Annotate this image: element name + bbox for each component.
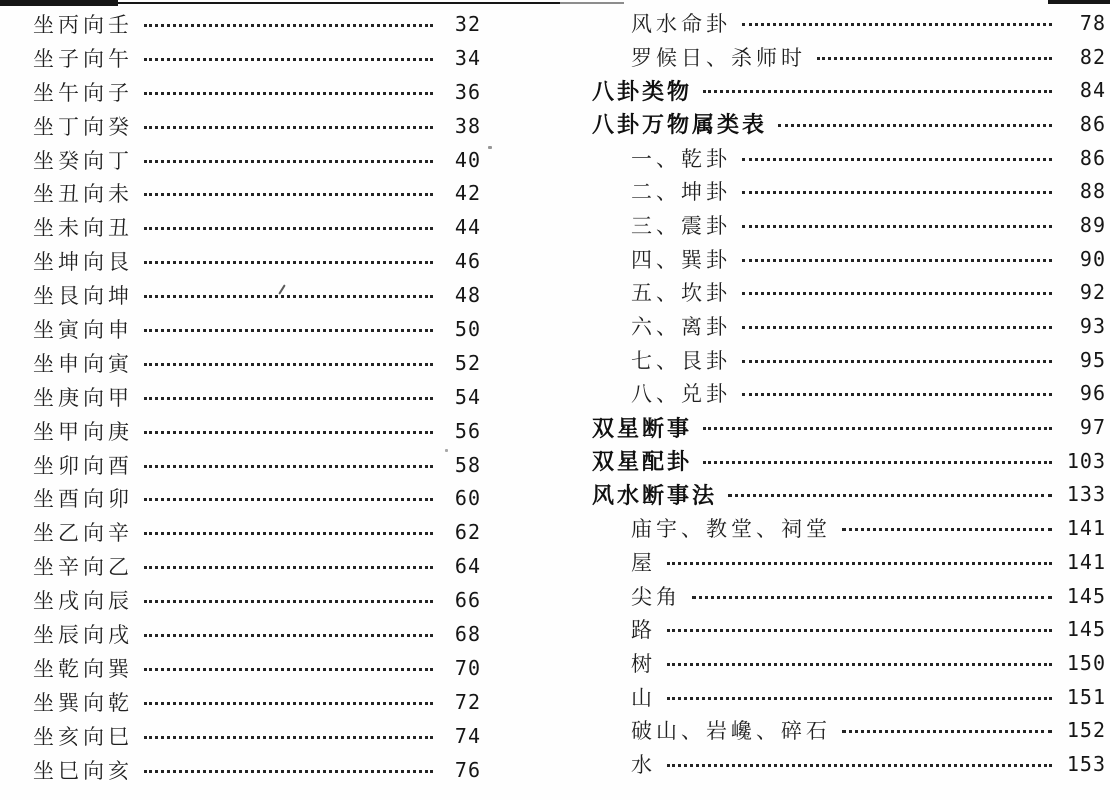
- toc-entry-page-number: 97: [1079, 415, 1106, 440]
- toc-entry-page-number: 32: [454, 11, 481, 36]
- dot-leader: [144, 295, 433, 298]
- toc-entry-page-number: 70: [454, 655, 481, 680]
- toc-entry-label: 二、坤卦: [631, 180, 731, 205]
- dot-leader: [144, 160, 433, 163]
- toc-entry-page-number: 74: [454, 723, 481, 748]
- dot-leader: [778, 124, 1052, 127]
- dot-leader: [144, 58, 433, 61]
- toc-entry-label: 一、乾卦: [631, 146, 731, 171]
- toc-entry-label: 七、艮卦: [631, 348, 731, 373]
- dot-leader: [144, 329, 433, 332]
- toc-entry-page-number: 60: [454, 486, 481, 511]
- dot-leader: [667, 629, 1052, 632]
- toc-entry: [592, 141, 1106, 175]
- dot-leader: [742, 292, 1052, 295]
- toc-entry: [592, 747, 1106, 781]
- toc-entry: [592, 410, 1106, 444]
- dot-leader: [144, 532, 433, 535]
- toc-entry: [33, 481, 481, 515]
- toc-entry-page-number: 48: [454, 283, 481, 308]
- dot-leader: [144, 431, 433, 434]
- dot-leader: [742, 259, 1052, 262]
- toc-entry-page-number: 96: [1079, 381, 1106, 406]
- toc-entry-page-number: 133: [1066, 482, 1106, 507]
- toc-entry-label: 坐丙向壬: [33, 12, 133, 37]
- toc-entry-page-number: 86: [1079, 145, 1106, 170]
- toc-entry: [592, 511, 1106, 545]
- scan-speck: [488, 146, 492, 149]
- toc-entry-label: 水: [631, 752, 656, 777]
- dot-leader: [817, 57, 1052, 60]
- toc-entry-page-number: 62: [454, 520, 481, 545]
- toc-entry: [592, 377, 1106, 411]
- toc-entry-page-number: 40: [454, 147, 481, 172]
- dot-leader: [144, 634, 433, 637]
- toc-entry: [33, 685, 481, 719]
- toc-entry: [33, 549, 481, 583]
- dot-leader: [703, 90, 1052, 93]
- toc-entry-label: 树: [631, 651, 656, 676]
- toc-entry-page-number: 84: [1079, 78, 1106, 103]
- toc-entry-page-number: 89: [1079, 212, 1106, 237]
- toc-entry: [592, 579, 1106, 613]
- toc-entry: [33, 753, 481, 787]
- toc-entry-label: 风水断事法: [592, 483, 718, 509]
- toc-entry: [592, 208, 1106, 242]
- toc-entry-label: 八卦万物属类表: [592, 113, 768, 139]
- toc-entry-label: 坐午向子: [33, 80, 133, 105]
- toc-entry-page-number: 56: [454, 418, 481, 443]
- toc-entry-label: 坐辰向戌: [33, 622, 133, 647]
- toc-entry: [33, 651, 481, 685]
- toc-entry: [33, 7, 481, 41]
- toc-entry-page-number: 58: [454, 452, 481, 477]
- toc-entry-page-number: 42: [454, 181, 481, 206]
- toc-entry-label: 双星配卦: [592, 450, 693, 476]
- toc-entry: [33, 143, 481, 177]
- toc-entry-page-number: 95: [1079, 347, 1106, 372]
- toc-entry: [592, 309, 1106, 343]
- toc-entry-label: 坐乾向巽: [33, 656, 133, 681]
- toc-entry-label: 坐巽向乾: [33, 690, 133, 715]
- toc-entry-label: 八卦类物: [592, 79, 693, 105]
- toc-entry-label: 五、坎卦: [631, 281, 731, 306]
- toc-entry-page-number: 52: [454, 350, 481, 375]
- toc-entry: [592, 545, 1106, 579]
- toc-entry-page-number: 68: [454, 621, 481, 646]
- toc-entry-label: 三、震卦: [631, 213, 731, 238]
- toc-entry-label: 四、巽卦: [631, 247, 731, 272]
- top-rule-left-fade: [560, 2, 624, 4]
- toc-entry-label: 坐寅向申: [33, 317, 133, 342]
- dot-leader: [144, 770, 433, 773]
- dot-leader: [667, 764, 1052, 767]
- dot-leader: [667, 663, 1052, 666]
- dot-leader: [742, 326, 1052, 329]
- toc-entry-page-number: 66: [454, 588, 481, 613]
- dot-leader: [742, 23, 1052, 26]
- dot-leader: [742, 360, 1052, 363]
- toc-entry-label: 坐坤向艮: [33, 250, 133, 275]
- toc-entry-page-number: 64: [454, 554, 481, 579]
- toc-entry-page-number: 72: [454, 689, 481, 714]
- toc-entry: [33, 75, 481, 109]
- toc-entry-label: 坐艮向坤: [33, 284, 133, 309]
- toc-entry-label: 坐甲向庚: [33, 419, 133, 444]
- dot-leader: [144, 193, 433, 196]
- toc-entry-page-number: 92: [1079, 280, 1106, 305]
- toc-entry-label: 坐丁向癸: [33, 114, 133, 139]
- toc-left-column: [33, 7, 481, 786]
- toc-entry-page-number: 141: [1066, 549, 1106, 574]
- toc-entry: [33, 448, 481, 482]
- dot-leader: [144, 566, 433, 569]
- dot-leader: [703, 427, 1052, 430]
- dot-leader: [667, 697, 1052, 700]
- toc-entry: [592, 646, 1106, 680]
- toc-entry-page-number: 145: [1066, 583, 1106, 608]
- toc-entry-page-number: 82: [1079, 44, 1106, 69]
- toc-entry-label: 坐癸向丁: [33, 148, 133, 173]
- toc-entry-label: 坐未向丑: [33, 216, 133, 241]
- toc-entry-page-number: 141: [1066, 516, 1106, 541]
- toc-entry: [33, 210, 481, 244]
- toc-entry-page-number: 152: [1066, 718, 1106, 743]
- toc-entry-label: 坐巳向亥: [33, 758, 133, 783]
- toc-entry-page-number: 78: [1079, 10, 1106, 35]
- toc-entry-label: 坐亥向巳: [33, 724, 133, 749]
- toc-entry: [33, 244, 481, 278]
- toc-entry-label: 破山、岩巉、碎石: [631, 719, 831, 744]
- dot-leader: [144, 126, 433, 129]
- toc-entry: [33, 109, 481, 143]
- toc-entry-page-number: 90: [1079, 246, 1106, 271]
- toc-entry: [592, 713, 1106, 747]
- toc-entry: [33, 346, 481, 380]
- dot-leader: [144, 397, 433, 400]
- dot-leader: [144, 227, 433, 230]
- dot-leader: [842, 528, 1052, 531]
- top-rule-left-thick: [0, 0, 118, 6]
- toc-entry: [592, 612, 1106, 646]
- toc-entry-label: 坐卯向酉: [33, 453, 133, 478]
- toc-entry: [33, 617, 481, 651]
- toc-entry-label: 尖角: [631, 584, 681, 609]
- toc-entry: [592, 276, 1106, 310]
- toc-entry: [592, 40, 1106, 74]
- dot-leader: [144, 465, 433, 468]
- toc-entry-page-number: 36: [454, 79, 481, 104]
- toc-entry: [33, 380, 481, 414]
- toc-entry-page-number: 151: [1066, 684, 1106, 709]
- toc-entry-label: 风水命卦: [631, 11, 731, 36]
- dot-leader: [842, 730, 1052, 733]
- toc-entry-label: 坐乙向辛: [33, 521, 133, 546]
- toc-right-column: [592, 6, 1106, 781]
- dot-leader: [144, 498, 433, 501]
- toc-entry: [592, 343, 1106, 377]
- toc-entry-label: 坐戌向辰: [33, 589, 133, 614]
- toc-entry: [33, 719, 481, 753]
- toc-entry: [33, 312, 481, 346]
- dot-leader: [144, 702, 433, 705]
- dot-leader: [144, 24, 433, 27]
- toc-entry-page-number: 153: [1066, 751, 1106, 776]
- toc-entry-label: 屋: [631, 550, 656, 575]
- toc-entry-label: 六、离卦: [631, 315, 731, 340]
- dot-leader: [667, 562, 1052, 565]
- dot-leader: [692, 596, 1052, 599]
- dot-leader: [144, 668, 433, 671]
- toc-entry-label: 八、兑卦: [631, 382, 731, 407]
- toc-entry-page-number: 88: [1079, 179, 1106, 204]
- toc-entry-label: 庙宇、教堂、祠堂: [631, 517, 831, 542]
- toc-entry-page-number: 93: [1079, 314, 1106, 339]
- toc-entry-label: 山: [631, 685, 656, 710]
- toc-entry-page-number: 103: [1066, 448, 1106, 473]
- toc-entry: [33, 278, 481, 312]
- dot-leader: [742, 158, 1052, 161]
- dot-leader: [144, 600, 433, 603]
- dot-leader: [144, 261, 433, 264]
- toc-entry-label: 坐申向寅: [33, 351, 133, 376]
- dot-leader: [742, 191, 1052, 194]
- toc-entry-page-number: 34: [454, 45, 481, 70]
- dot-leader: [742, 393, 1052, 396]
- toc-entry-label: 罗候日、杀师时: [631, 45, 806, 70]
- toc-entry: [592, 680, 1106, 714]
- toc-entry: [592, 107, 1106, 141]
- dot-leader: [144, 736, 433, 739]
- toc-entry-page-number: 86: [1079, 111, 1106, 136]
- dot-leader: [144, 92, 433, 95]
- toc-entry: [592, 73, 1106, 107]
- toc-entry-label: 双星断事: [592, 416, 693, 442]
- dot-leader: [742, 225, 1052, 228]
- toc-entry: [592, 478, 1106, 512]
- toc-entry-page-number: 145: [1066, 617, 1106, 642]
- toc-entry: [592, 6, 1106, 40]
- toc-entry-page-number: 46: [454, 249, 481, 274]
- toc-entry-label: 坐酉向卯: [33, 487, 133, 512]
- dot-leader: [728, 494, 1052, 497]
- toc-entry-label: 坐子向午: [33, 46, 133, 71]
- toc-entry-page-number: 54: [454, 384, 481, 409]
- toc-entry-page-number: 150: [1066, 650, 1106, 675]
- toc-entry-label: 坐丑向未: [33, 182, 133, 207]
- dot-leader: [703, 461, 1052, 464]
- toc-entry-page-number: 76: [454, 757, 481, 782]
- toc-entry: [33, 41, 481, 75]
- toc-entry-page-number: 38: [454, 113, 481, 138]
- toc-entry: [592, 444, 1106, 478]
- toc-entry-label: 坐庚向甲: [33, 385, 133, 410]
- dot-leader: [144, 363, 433, 366]
- toc-entry: [33, 583, 481, 617]
- toc-entry: [33, 414, 481, 448]
- toc-entry: [592, 242, 1106, 276]
- toc-entry-label: 坐辛向乙: [33, 555, 133, 580]
- top-rule-right: [1048, 0, 1110, 4]
- toc-entry-page-number: 44: [454, 215, 481, 240]
- toc-entry: [33, 176, 481, 210]
- toc-entry-page-number: 50: [454, 316, 481, 341]
- toc-entry-label: 路: [631, 618, 656, 643]
- toc-entry: [33, 515, 481, 549]
- toc-entry: [592, 174, 1106, 208]
